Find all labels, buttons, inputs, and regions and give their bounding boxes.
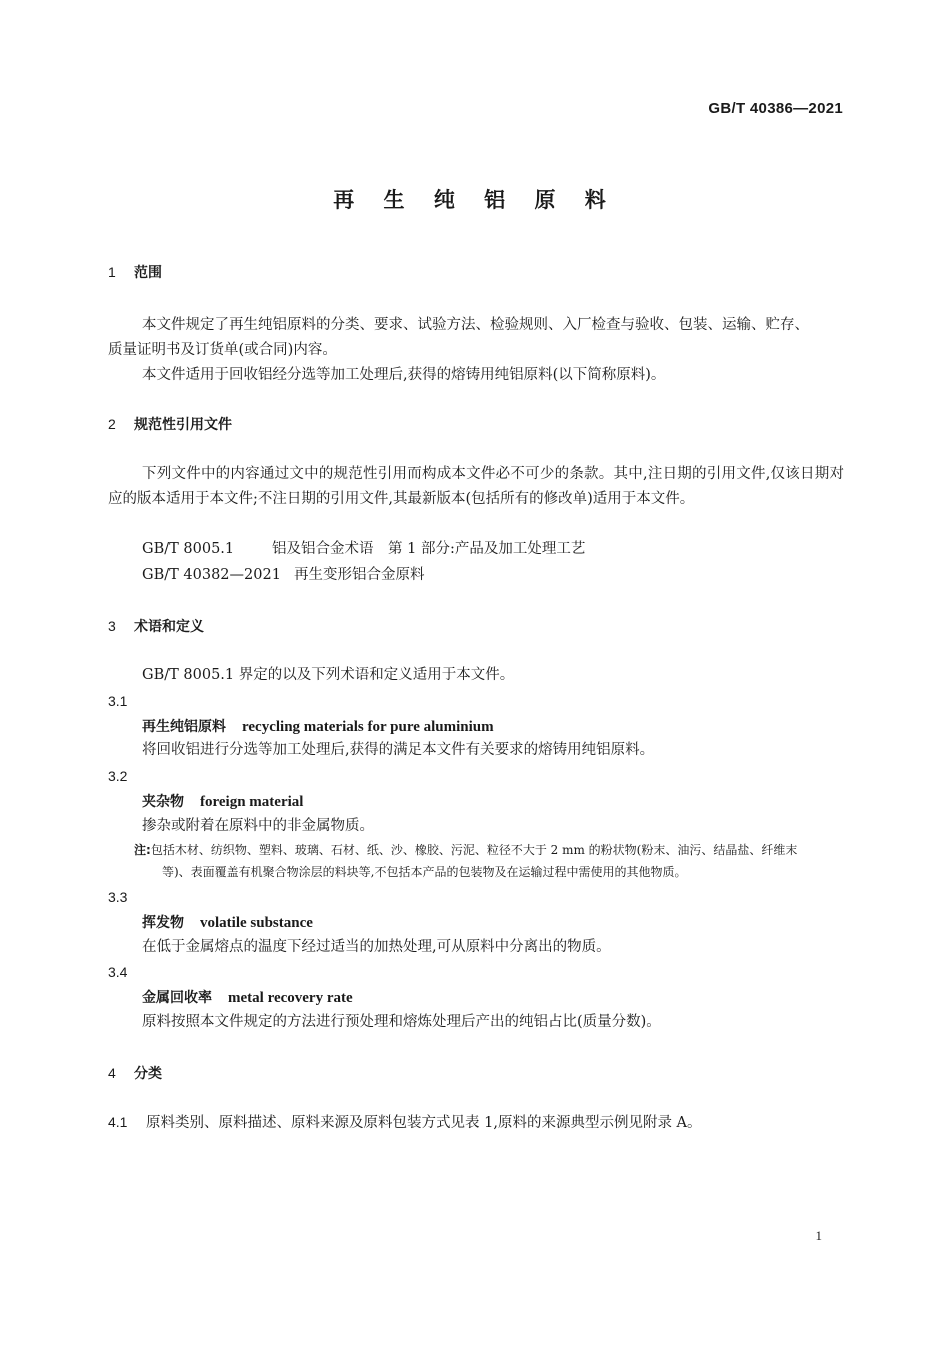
section-2-heading [108,414,232,434]
reference-item [142,537,585,562]
term-heading [142,791,303,811]
section-1-number: 1 [108,264,116,280]
reference-title: 铝及铝合金术语 第 1 部分:产品及加工处理工艺 [272,541,586,557]
term-english: recycling materials for pure aluminium [242,719,494,735]
section-1-paragraph-1-line-2: 质量证明书及订货单(或合同)内容。 [108,342,337,358]
term-number: 3.4 [108,964,128,980]
note-text-1: 包括木材、纺织物、塑料、玻璃、石材、纸、沙、橡胶、污泥、粒径不大于 2 mm 的粉状物(粉末、油污、结晶盐、纤维末 [150,843,798,857]
section-4-heading [108,1063,162,1083]
term-definition: 掺杂或附着在原料中的非金属物质。 [142,818,374,834]
section-3-intro: GB/T 8005.1 界定的以及下列术语和定义适用于本文件。 [142,667,515,683]
term-chinese: 挥发物 [142,915,184,931]
term-heading [142,912,313,932]
clause-4-1-number: 4.1 [108,1114,128,1130]
term-english: volatile substance [200,915,313,931]
term-number: 3.3 [108,889,128,905]
term-chinese: 再生纯铝原料 [142,719,226,735]
reference-title: 再生变形铝合金原料 [294,567,425,583]
term-chinese: 金属回收率 [142,990,212,1006]
section-2-number: 2 [108,416,116,432]
section-4-number: 4 [108,1065,116,1081]
term-definition: 将回收铝进行分选等加工处理后,获得的满足本文件有关要求的熔铸用纯铝原料。 [142,742,655,758]
term-definition: 原料按照本文件规定的方法进行预处理和熔炼处理后产出的纯铝占比(质量分数)。 [142,1014,661,1030]
section-2-paragraph: 下列文件中的内容通过文中的规范性引用而构成本文件必不可少的条款。其中,注日期的引用文件,仅该日期对应的版本适用于本文件;不注日期的引用文件,其最新版本(包括所有的修改单)适用于本文件。 [108,466,844,507]
term-definition: 在低于金属熔点的温度下经过适当的加热处理,可从原料中分离出的物质。 [142,939,611,955]
reference-code: GB/T 8005.1 [142,541,235,557]
term-english: metal recovery rate [228,990,353,1006]
note-line-2: 等)、表面覆盖有机聚合物涂层的料块等,不包括本产品的包装物及在运输过程中需使用的其他物质。 [162,865,687,879]
note-line-1 [134,840,797,860]
reference-code: GB/T 40382—2021 [142,567,281,583]
term-chinese: 夹杂物 [142,794,184,810]
section-3-number: 3 [108,618,116,634]
section-3-title: 术语和定义 [134,619,204,635]
term-english: foreign material [200,794,304,810]
term-number: 3.1 [108,693,128,709]
term-number: 3.2 [108,768,128,784]
page-number: 1 [815,1228,822,1243]
section-1-paragraph-1-line-1: 本文件规定了再生纯铝原料的分类、要求、试验方法、检验规则、入厂检查与验收、包装、运输、贮存、 [142,317,809,333]
section-1-title: 范围 [134,265,162,281]
document-title: 再 生 纯 铝 原 料 [333,188,617,212]
document-code: GB/T 40386—2021 [708,100,843,117]
clause-4-1 [108,1110,702,1136]
reference-item [142,563,425,588]
clause-4-1-text: 原料类别、原料描述、原料来源及原料包装方式见表 1,原料的来源典型示例见附录 A。 [146,1115,702,1131]
term-heading [142,716,494,736]
section-4-title: 分类 [134,1066,162,1082]
term-heading [142,987,353,1007]
section-1-heading [108,262,162,282]
section-2-title: 规范性引用文件 [134,417,232,433]
section-3-heading [108,616,204,636]
section-1-paragraph-2: 本文件适用于回收铝经分选等加工处理后,获得的熔铸用纯铝原料(以下简称原料)。 [142,367,666,383]
note-label: 注: [134,843,151,857]
